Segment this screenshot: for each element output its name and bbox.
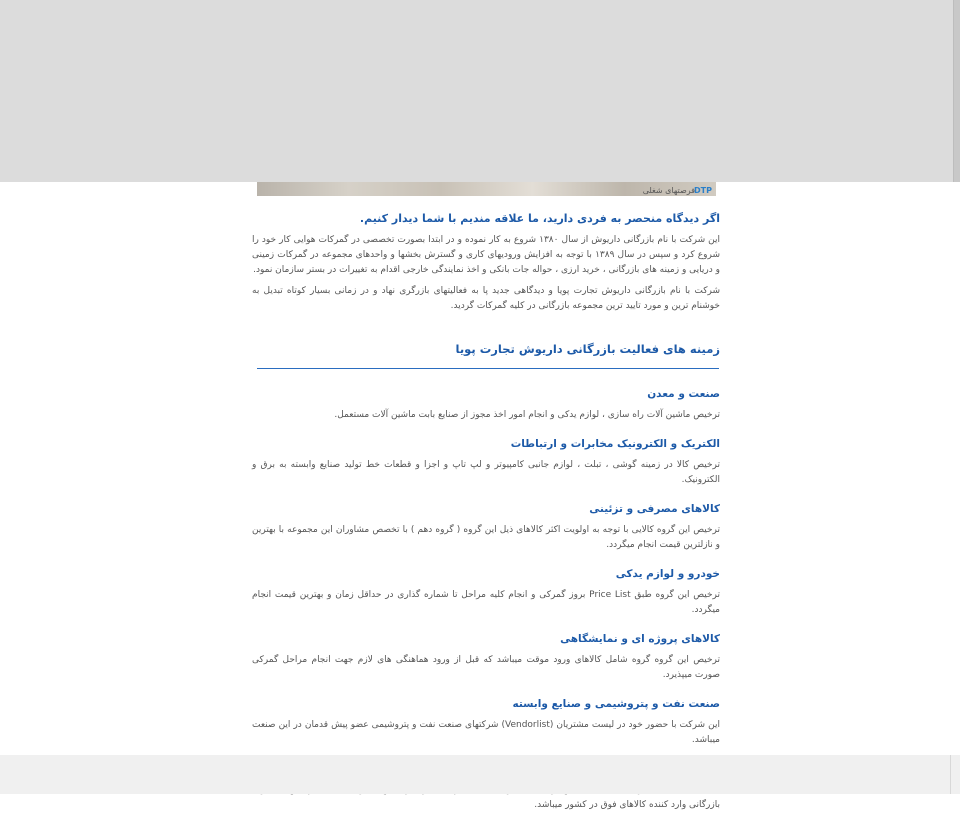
intro-paragraph: این شرکت با نام بازرگانی داریوش از سال ۱۳۸۰ شروع به کار نموده و در ابتدا بصورت تخصصی در گمرکات هوایی کار خود را شروع کرد و سپس در سال ۱۳۸۹ با توجه به افزایش ورودیهای کاری و گسترش بخشها و واحدهای مجموعه در گمرکات زمینی و دریایی و زمینه های بازرگانی ، خرید ارزی ، حواله جات بانکی و اخذ نمایندگی خارجی اقدام به تغییرات در بستر سازمان نمود. (252, 235, 721, 275)
intro-paragraph: شرکت با نام بازرگانی داریوش تجارت پویا و دیدگاهی جدید پا به فعالیتهای بازرگری نهاد و در زمانی بسیار کوتاه تبدیل به خوشنام ترین و مورد تایید ترین مجموعه بازرگانی در کلیه گمرکات گردید. (252, 286, 720, 311)
photo-logo: DTP (694, 186, 712, 195)
intro-title: اگر دیدگاه منحصر به فردی دارید، ما علاقه مندیم با شما دیدار کنیم. (359, 212, 720, 225)
item-description: ترخیص کالا در زمینه گوشی ، تبلت ، لوازم جانبی کامپیوتر و لپ تاپ و اجزا و قطعات خط تولید صنایع وابسته به برق و الکترونیک. (252, 460, 720, 485)
scrollbar-track[interactable] (953, 0, 960, 182)
list-item (252, 501, 720, 553)
item-description: ترخیص ماشین آلات راه سازی ، لوازم یدکی و انجام امور اخذ مجوز از صنایع بابت ماشین آلات مستعمل. (334, 410, 720, 420)
item-description: ترخیص این گروه گروه شامل کالاهای ورود موقت میباشد که قبل از ورود هماهنگی های لازم جهت انجام مراحل گمرکی صورت میپذیرد. (252, 655, 720, 680)
list-item (252, 696, 720, 748)
list-item (252, 631, 720, 683)
top-overlay (0, 0, 960, 182)
item-description: بازرگانی وارد کننده کالاهای فوق در کشور میباشد. (534, 800, 720, 810)
item-title: صنعت نفت و پتروشیمی و صنایع وابسته (512, 698, 720, 710)
item-title: کالاهای پروژه ای و نمایشگاهی (560, 633, 720, 645)
bottom-bar-panel (0, 755, 951, 794)
section-divider (257, 368, 719, 369)
item-title: صنعت و معدن (647, 388, 720, 400)
intro-section (252, 206, 720, 320)
list-item (252, 386, 720, 423)
list-item (252, 436, 720, 488)
item-description: این شرکت با حضور خود در لیست مشتریان (Vendorlist) شرکتهای صنعت نفت و پتروشیمی عضو پیش قدمان در این صنعت میباشد. (252, 720, 720, 745)
list-item (252, 566, 720, 618)
section-heading: زمینه های فعالیت بازرگانی داریوش تجارت پویا (455, 342, 720, 356)
photo-caption: فرصتهای شغلی (642, 186, 695, 195)
item-description: ترخیص این گروه کالایی با توجه به اولویت اکثر کالاهای ذیل این گروه ( گروه دهم ) با تخصص مشاوران این مجموعه با بهترین و نازلترین قیمت انجام میگردد. (252, 525, 720, 550)
item-description: ترخیص این گروه طبق Price List بروز گمرکی و انجام کلیه مراحل تا شماره گذاری در حداقل زمان و بهترین قیمت انجام میگردد. (252, 590, 720, 615)
item-title: کالاهای مصرفی و تزئینی (589, 503, 720, 515)
item-title: خودرو و لوازم یدکی (615, 568, 720, 580)
item-title: الکتریک و الکترونیک مخابرات و ارتباطات (510, 438, 720, 450)
bottom-bar (0, 755, 960, 794)
